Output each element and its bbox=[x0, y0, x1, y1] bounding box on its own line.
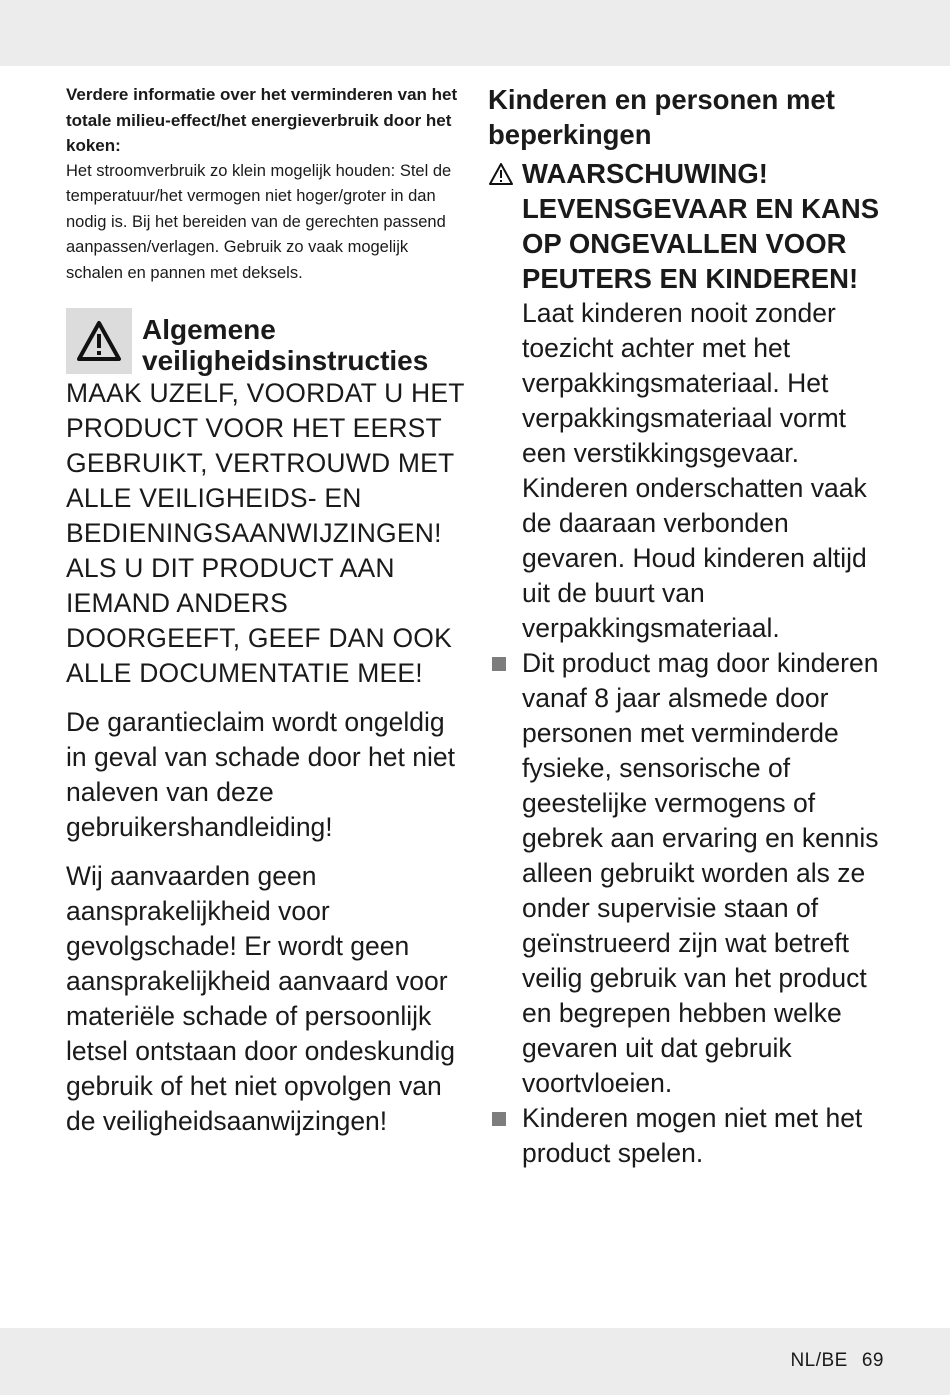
list-item bbox=[488, 646, 888, 1101]
header-band bbox=[0, 0, 950, 66]
page-number: 69 bbox=[861, 1350, 884, 1371]
warning-triangle-icon bbox=[66, 308, 132, 374]
children-heading: Kinderen en personen met beperkingen bbox=[488, 84, 835, 150]
page-footer bbox=[776, 1350, 884, 1372]
env-heading: Verdere informatie over het verminderen van het totale milieu-effect/het energieverbruik door het koken: bbox=[66, 85, 458, 155]
warning-line bbox=[488, 156, 888, 296]
section-header bbox=[66, 308, 466, 376]
warning-title: WAARSCHUWING! LEVENSGEVAAR EN KANS OP ONGEVALLEN VOOR PEUTERS EN KINDEREN! bbox=[522, 158, 880, 294]
bullet-text: Kinderen mogen niet met het product spelen. bbox=[522, 1103, 863, 1168]
guarantee-text: De garantieclaim wordt ongeldig in geval van schade door het niet naleven van deze gebruikershandleiding! bbox=[66, 707, 455, 842]
left-column bbox=[66, 82, 466, 1139]
locale-label: NL/BE bbox=[790, 1350, 848, 1371]
bullet-text: Dit product mag door kinderen vanaf 8 jaar alsmede door personen met verminderde fysieke, sensorische of geestelijke vermogens of gebrek aan ervaring en kennis alleen gebruikt worden als ze onder supervisie staan of geïnstrueerd zijn wat betreft veilig gebruik van het product en begrepen hebben welke gevaren uit dat gebruik voortvloeien. bbox=[522, 648, 879, 1098]
liability-text: Wij aanvaarden geen aansprakelijkheid voor gevolgschade! Er wordt geen aansprakelijkheid aanvaard voor materiële schade of persoonlijk letsel ontstaan door ondeskundig gebruik of het niet opvolgen van de veiligheidsaanwijzingen! bbox=[66, 861, 455, 1136]
list-item bbox=[488, 1101, 888, 1171]
caps-notice: MAAK UZELF, VOORDAT U HET PRODUCT VOOR HET EERST GEBRUIKT, VERTROUWD MET ALLE VEILIGHEIDS- EN BEDIENINGSAANWIJZINGEN! ALS U DIT PRODUCT AAN IEMAND ANDERS DOORGEEFT, GEEF DAN OOK ALLE DOCUMENTATIE MEE! bbox=[66, 378, 465, 688]
section-title: Algemene veiligheidsinstructies bbox=[142, 314, 429, 376]
right-column bbox=[488, 82, 888, 1171]
env-text: Het stroomverbruik zo klein mogelijk houden: Stel de temperatuur/het vermogen niet hoger/groter in dan nodig is. Bij het bereiden van de gerechten passend aanpassen/verlagen. Gebruik zo vaak mogelijk schalen en pannen met deksels. bbox=[66, 161, 452, 282]
warning-text: Laat kinderen nooit zonder toezicht achter met het verpakkingsmateriaal. Het verpakkingsmateriaal vormt een verstikkingsgevaar. Kinderen onderschatten vaak de daaraan verbonden gevaren. Houd kinderen altijd uit de buurt van verpakkingsmateriaal. bbox=[522, 298, 867, 643]
warning-small-icon bbox=[488, 156, 522, 191]
square-bullet-icon bbox=[492, 1112, 506, 1126]
square-bullet-icon bbox=[492, 657, 506, 671]
